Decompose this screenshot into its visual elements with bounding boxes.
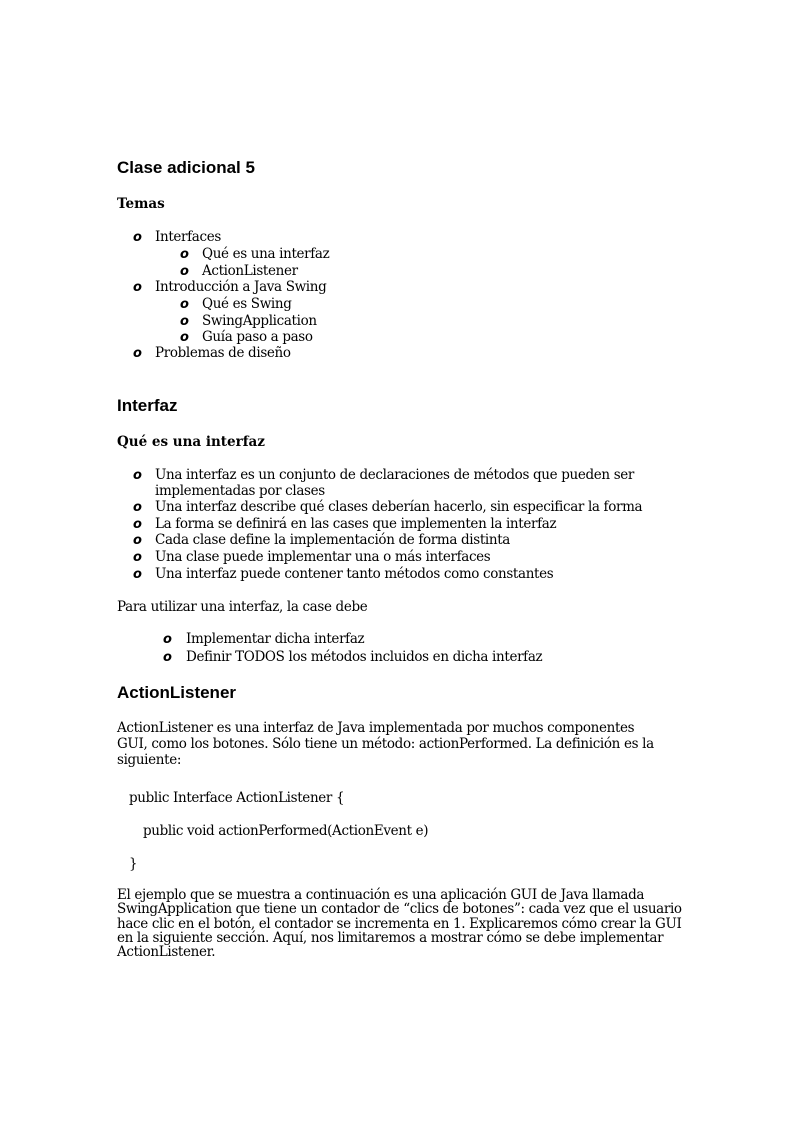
text-line: hace clic en el botón, el contador se incrementa en 1. Explicaremos cómo crear la GUI [117, 915, 682, 932]
list-item: Implementar dicha interfaz [186, 631, 365, 647]
paragraph [117, 720, 654, 768]
text-line: SwingApplication que tiene un contador de “clics de botones”: cada vez que el usuario [117, 901, 682, 918]
list-item-continuation: implementadas por clases [155, 483, 325, 499]
bullet-icon: o [180, 330, 189, 345]
text-line: ActionListener es una interfaz de Java implementada por muchos componentes [117, 720, 635, 736]
list-item: Introducción a Java Swing [155, 279, 327, 295]
paragraph [117, 888, 682, 959]
list-item: ActionListener [202, 263, 298, 279]
bullet-icon: o [133, 517, 142, 532]
list-item: Una clase puede implementar una o más interfaces [155, 549, 491, 565]
bullet-icon: o [180, 297, 189, 312]
bullet-icon: o [133, 230, 142, 245]
bullet-icon: o [133, 468, 142, 483]
list-item: Interfaces [155, 229, 221, 245]
code-line: } [129, 856, 138, 872]
text-line: GUI, como los botones. Sólo tiene un método: actionPerformed. La definición es la [117, 736, 654, 752]
bullet-icon: o [163, 650, 172, 665]
text-line: El ejemplo que se muestra a continuación es una aplicación GUI de Java llamada [117, 887, 645, 903]
list-item: Cada clase define la implementación de forma distinta [155, 532, 510, 548]
code-line: public void actionPerformed(ActionEvent e) [143, 823, 429, 839]
text-line: siguiente: [117, 752, 182, 768]
bullet-icon: o [180, 247, 189, 262]
list-item: Una interfaz es un conjunto de declaraciones de métodos que pueden ser [155, 467, 635, 483]
temas-heading: Temas [117, 196, 165, 212]
list-item: Guía paso a paso [202, 329, 313, 345]
section-heading-actionlistener: ActionListener [117, 683, 237, 702]
bullet-icon: o [133, 533, 142, 548]
text-line: ActionListener. [117, 944, 216, 961]
text-line: en la siguiente sección. Aquí, nos limitaremos a mostrar cómo se debe implementar [117, 929, 664, 946]
list-item: SwingApplication [202, 313, 317, 329]
section-heading-interfaz: Interfaz [117, 396, 178, 415]
list-item: Qué es Swing [202, 296, 292, 312]
page-title: Clase adicional 5 [117, 158, 255, 177]
list-item: Problemas de diseño [155, 345, 291, 361]
code-line: public Interface ActionListener { [129, 790, 345, 806]
list-item: Una interfaz describe qué clases deberían hacerlo, sin especificar la forma [155, 499, 643, 515]
paragraph: Para utilizar una interfaz, la case debe [117, 599, 368, 615]
bullet-icon: o [133, 550, 142, 565]
bullet-icon: o [163, 632, 172, 647]
list-item: Qué es una interfaz [202, 246, 330, 262]
bullet-icon: o [133, 500, 142, 515]
bullet-icon: o [180, 264, 189, 279]
bullet-icon: o [133, 567, 142, 582]
list-item: Definir TODOS los métodos incluidos en dicha interfaz [186, 649, 543, 665]
list-item: La forma se definirá en las cases que implementen la interfaz [155, 516, 557, 532]
bullet-icon: o [133, 280, 142, 295]
subsection-heading: Qué es una interfaz [117, 434, 265, 450]
bullet-icon: o [180, 314, 189, 329]
list-item: Una interfaz puede contener tanto métodos como constantes [155, 566, 554, 582]
bullet-icon: o [133, 346, 142, 361]
